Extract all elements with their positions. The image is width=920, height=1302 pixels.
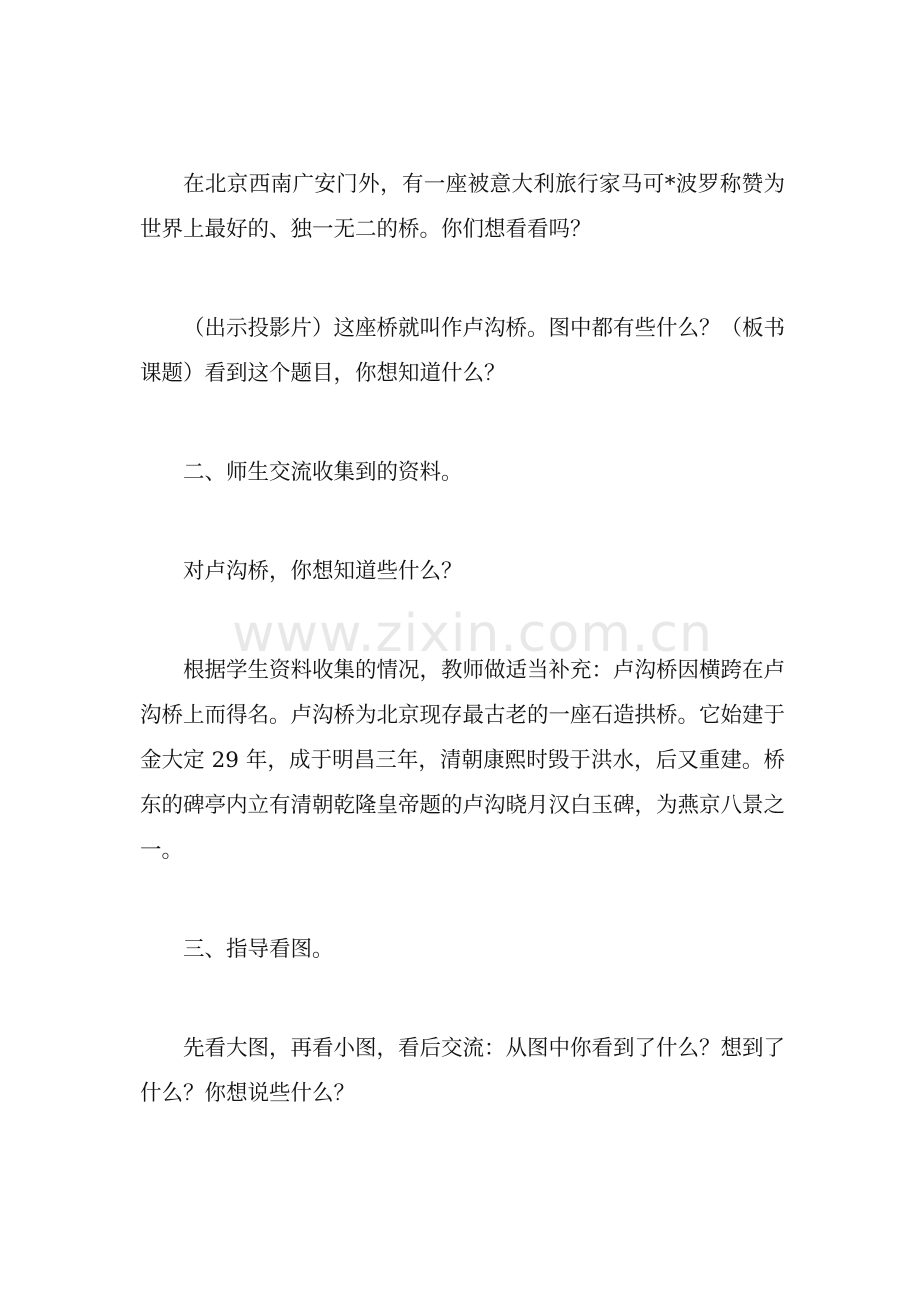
paragraph-intro: 在北京西南广安门外，有一座被意大利旅行家马可*波罗称赞为世界上最好的、独一无二的桥。你们想看看吗？ — [140, 172, 785, 242]
paragraph-observe: 先看大图，再看小图，看后交流：从图中你看到了什么？想到了什么？你想说些什么？ — [140, 1036, 786, 1106]
watermark: www.zixin.com.cn — [232, 604, 713, 664]
paragraph-slide: （出示投影片）这座桥就叫作卢沟桥。图中都有些什么？（板书课题）看到这个题目，你想知道什么？ — [140, 316, 786, 386]
section-heading-two: 二、师生交流收集到的资料。 — [183, 460, 463, 485]
paragraph-supplement: 根据学生资料收集的情况，教师做适当补充：卢沟桥因横跨在卢沟桥上而得名。卢沟桥为北京现存最古老的一座石造拱桥。它始建于金大定 29 年，成于明昌三年，清朝康熙时毁于洪水，后又重建。桥东的碑亭内立有清朝乾隆皇帝题的卢沟晓月汉白玉碑，为燕京八景之一。 — [140, 658, 786, 863]
section-heading-three: 三、指导看图。 — [183, 937, 334, 962]
document-body — [140, 162, 785, 1116]
paragraph-question: 对卢沟桥，你想知道些什么？ — [183, 559, 463, 584]
